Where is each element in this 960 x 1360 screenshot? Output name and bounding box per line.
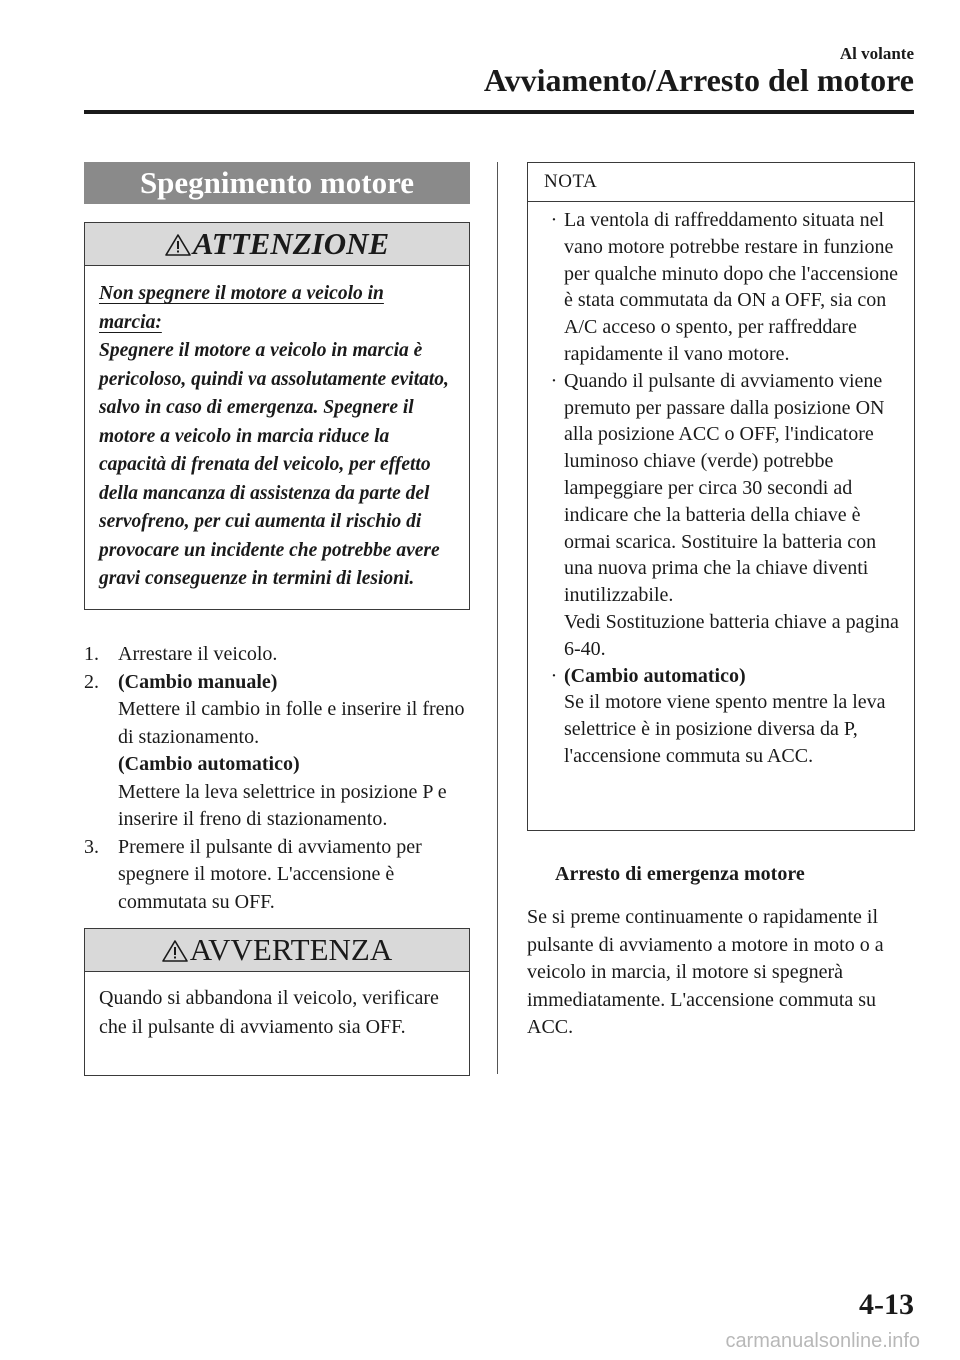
watermark: carmanualsonline.info [725,1330,920,1352]
caution-box [84,222,470,610]
step-number: 3. [84,835,99,858]
step-text: Premere il pulsante di avviamento per spegnere il motore. L'accensione è commutata su OFF. [118,835,422,913]
step-item [84,641,474,669]
note-page-reference: Vedi Sostituzione batteria chiave a pagina 6-40. [564,610,899,660]
caution-label: ATTENZIONE [192,226,390,261]
warning-triangle-icon [165,226,191,268]
note-item [544,663,904,770]
procedure-steps [84,641,474,916]
header-rule [84,110,914,114]
subsection-title: Arresto di emergenza motore [555,863,805,885]
note-item [544,368,904,663]
note-label: (Cambio automatico) [564,664,746,687]
bullet: · [550,664,558,687]
note-text: Se il motore viene spento mentre la leva selettrice è in posizione diversa da P, l'accensione commuta su ACC. [564,691,886,767]
step-manual-text: Mettere il cambio in folle e inserire il freno di stazionamento. [118,698,465,748]
note-item [544,207,904,368]
page-number: 4-13 [859,1288,914,1321]
note-box [527,162,915,831]
caution-header [85,223,469,266]
note-text: La ventola di raffreddamento situata nel vano motore potrebbe restare in funzione per qualche minuto dopo che l'accensione è stata commutata da ON a OFF, sia con A/C acceso o spento, per raffreddare rapidamente il vano motore. [564,209,899,365]
bullet: · [550,209,558,231]
step-number: 2. [84,670,99,693]
notice-label: AVVERTENZA [189,932,393,967]
warning-triangle-icon [162,932,188,974]
caution-text [85,266,469,594]
section-title: Spegnimento motore [84,162,470,204]
caution-lead: Non spegnere il motore a veicolo in marcia: [99,283,384,333]
subsection-text: Se si preme continuamente o rapidamente il pulsante di avviamento a motore in moto o a veicolo in marcia, il motore si spegnerà immediatamente. L'accensione commuta su ACC. [527,906,884,1038]
step-item [84,669,474,834]
step-number: 1. [84,643,99,665]
step-manual-label: (Cambio manuale) [118,670,278,693]
caution-body: Spegnere il motore a veicolo in marcia è pericoloso, quindi va assolutamente evitato, salvo in caso di emergenza. Spegnere il motore a veicolo in marcia riduce la capacità di frenata del veicolo, per effetto della mancanza di assistenza da parte del servofreno, per cui aumenta il rischio di provocare un incidente che potrebbe avere gravi conseguenze in termini di lesioni. [99,340,449,589]
note-text: Quando il pulsante di avviamento viene premuto per passare dalla posizione ON alla posizione ACC o OFF, l'indicatore luminoso chiave (verde) potrebbe lampeggiare per circa 30 secondi ad indicare che la batteria della chiave è ormai scarica. Sostituire la batteria con una nuova prima che la chiave diventi inutilizzabile. [564,369,885,607]
step-item [84,834,474,917]
step-auto-text: Mettere la leva selettrice in posizione P e inserire il freno di stazionamento. [118,780,447,830]
notice-text: Quando si abbandona il veicolo, verificare che il pulsante di avviamento sia OFF. [99,987,439,1038]
chapter-label: Al volante [839,44,914,63]
page-title: Avviamento/Arresto del motore [483,62,914,98]
bullet: · [550,369,558,392]
step-auto-label: (Cambio automatico) [118,753,300,775]
notice-header [85,929,469,972]
note-list [528,202,914,770]
column-divider [497,162,498,1074]
note-header: NOTA [528,163,914,202]
notice-box [84,928,470,1076]
step-text: Arrestare il veicolo. [118,643,278,665]
